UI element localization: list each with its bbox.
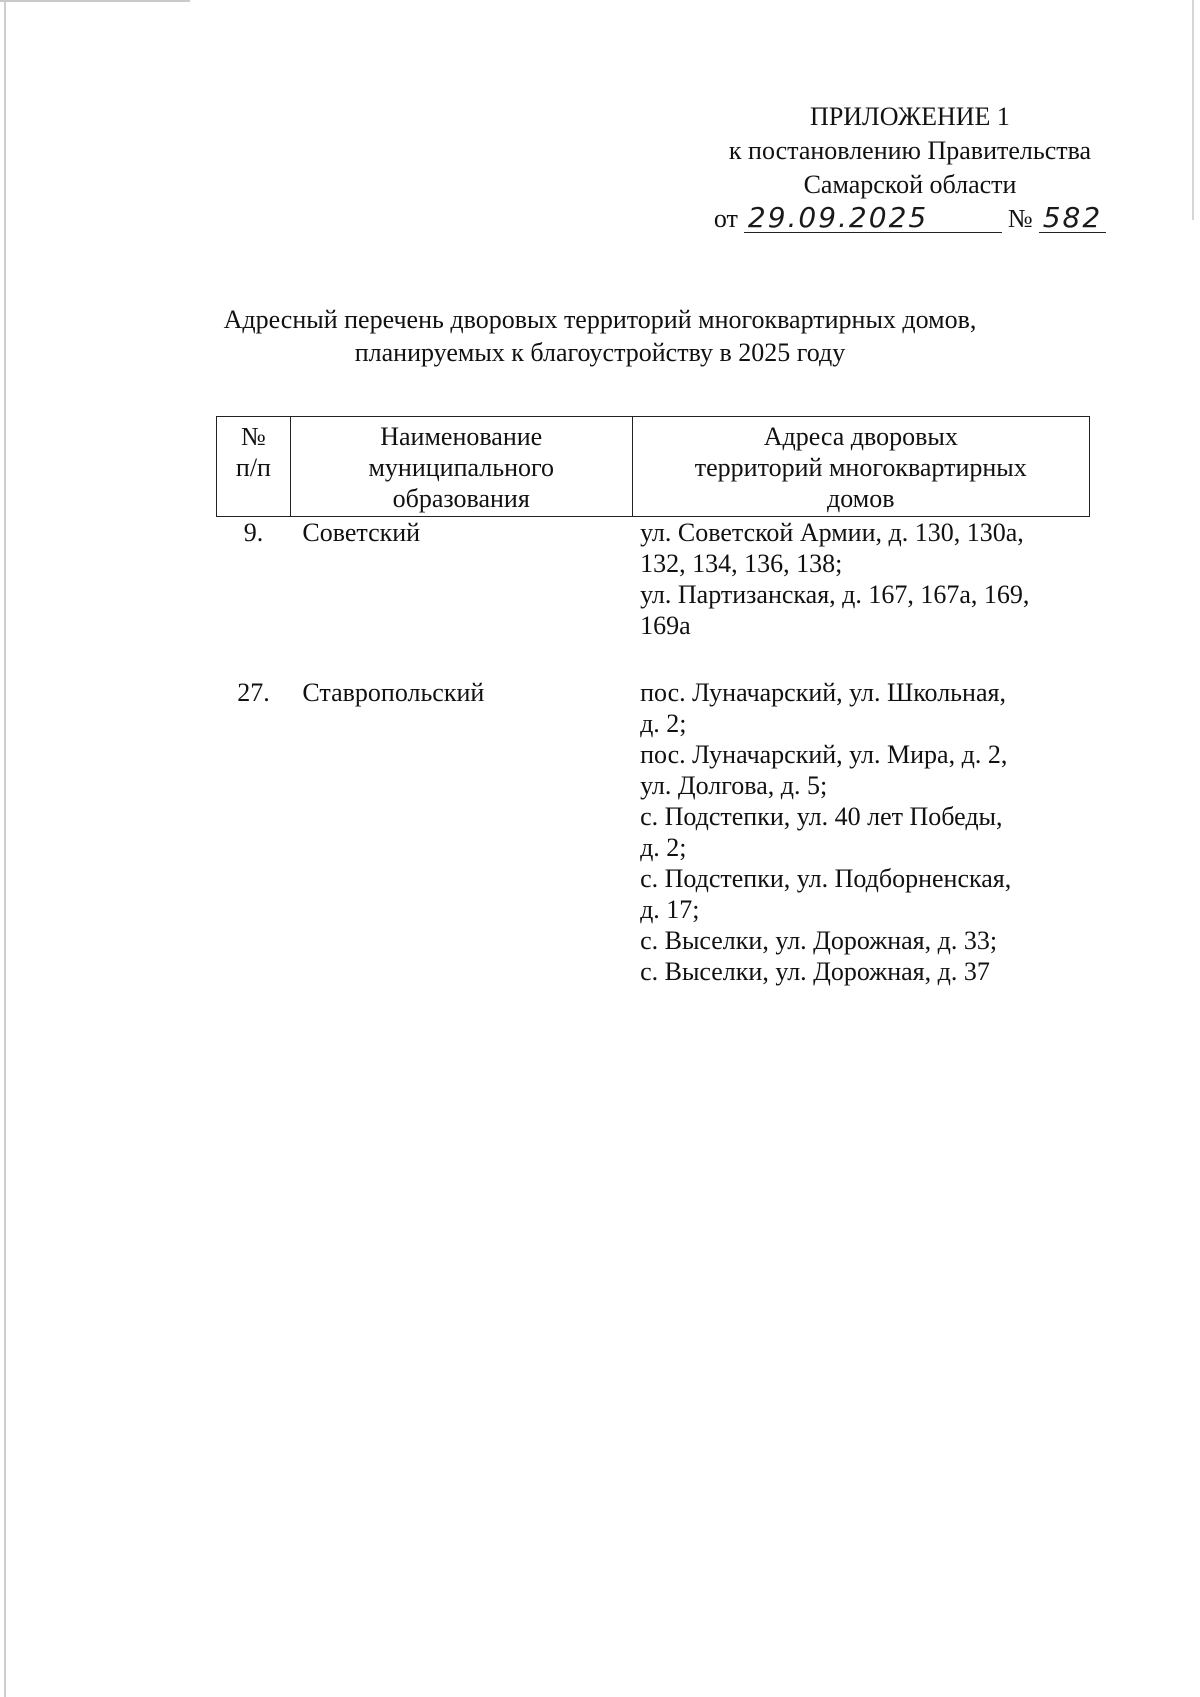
- date-prefix: от: [713, 204, 738, 233]
- number-prefix: №: [1007, 204, 1033, 233]
- row-spacer: [217, 641, 1090, 677]
- header-municipality-line: муниципального: [368, 453, 555, 482]
- address-line: пос. Луначарский, ул. Школьная,: [640, 678, 1006, 707]
- appendix-date-line: [690, 202, 1130, 236]
- handwritten-number: 582: [1039, 204, 1106, 233]
- address-table-container: [216, 416, 1090, 987]
- address-line: д. 2;: [640, 833, 687, 862]
- appendix-line-region: Самарской области: [803, 170, 1017, 199]
- appendix-line-resolution: к постановлению Правительства: [728, 136, 1092, 165]
- appendix-header: [690, 100, 1130, 236]
- address-line: с. Подстепки, ул. 40 лет Победы,: [640, 802, 1003, 831]
- document-title-line-2: планируемых к благоустройству в 2025 году: [354, 338, 846, 367]
- address-line: ул. Долгова, д. 5;: [640, 771, 828, 800]
- address-line: с. Выселки, ул. Дорожная, д. 37: [640, 957, 990, 986]
- row-addresses: [632, 677, 1089, 987]
- header-num-line: №: [241, 422, 266, 451]
- address-line: ул. Партизанская, д. 167, 167а, 169,: [640, 580, 1030, 609]
- header-municipality: [290, 417, 632, 517]
- handwritten-date: 29.09.2025: [744, 204, 1002, 233]
- header-addresses-line: территорий многоквартирных: [694, 453, 1027, 482]
- address-line: с. Выселки, ул. Дорожная, д. 33;: [640, 926, 998, 955]
- table-header-row: [217, 417, 1090, 517]
- page-edge-right: [1192, 0, 1194, 220]
- address-line: 132, 134, 136, 138;: [640, 549, 843, 578]
- document-title: [180, 303, 1020, 369]
- address-line: пос. Луначарский, ул. Мира, д. 2,: [640, 740, 1008, 769]
- header-num: [217, 417, 291, 517]
- document-title-line-1: Адресный перечень дворовых территорий многоквартирных домов,: [223, 305, 977, 334]
- page-edge-top: [0, 0, 190, 2]
- page-edge-left: [4, 0, 6, 1697]
- table-row: [217, 517, 1090, 642]
- table-row: [217, 677, 1090, 987]
- row-municipality: Ставропольский: [302, 678, 485, 707]
- header-municipality-line: образования: [392, 484, 530, 513]
- row-number: 9.: [243, 518, 264, 547]
- header-addresses: [632, 417, 1089, 517]
- address-line: д. 17;: [640, 895, 700, 924]
- header-addresses-line: Адреса дворовых: [763, 422, 958, 451]
- row-municipality: Советский: [302, 518, 421, 547]
- row-number: 27.: [237, 678, 270, 707]
- address-line: с. Подстепки, ул. Подборненская,: [640, 864, 1012, 893]
- address-table: [216, 416, 1090, 987]
- appendix-title: ПРИЛОЖЕНИЕ 1: [810, 102, 1010, 131]
- header-addresses-line: домов: [827, 484, 895, 513]
- row-addresses: [632, 517, 1089, 642]
- address-line: 169а: [640, 611, 691, 640]
- header-num-line: п/п: [235, 453, 271, 482]
- address-line: ул. Советской Армии, д. 130, 130а,: [640, 518, 1024, 547]
- header-municipality-line: Наименование: [380, 422, 543, 451]
- address-line: д. 2;: [640, 709, 687, 738]
